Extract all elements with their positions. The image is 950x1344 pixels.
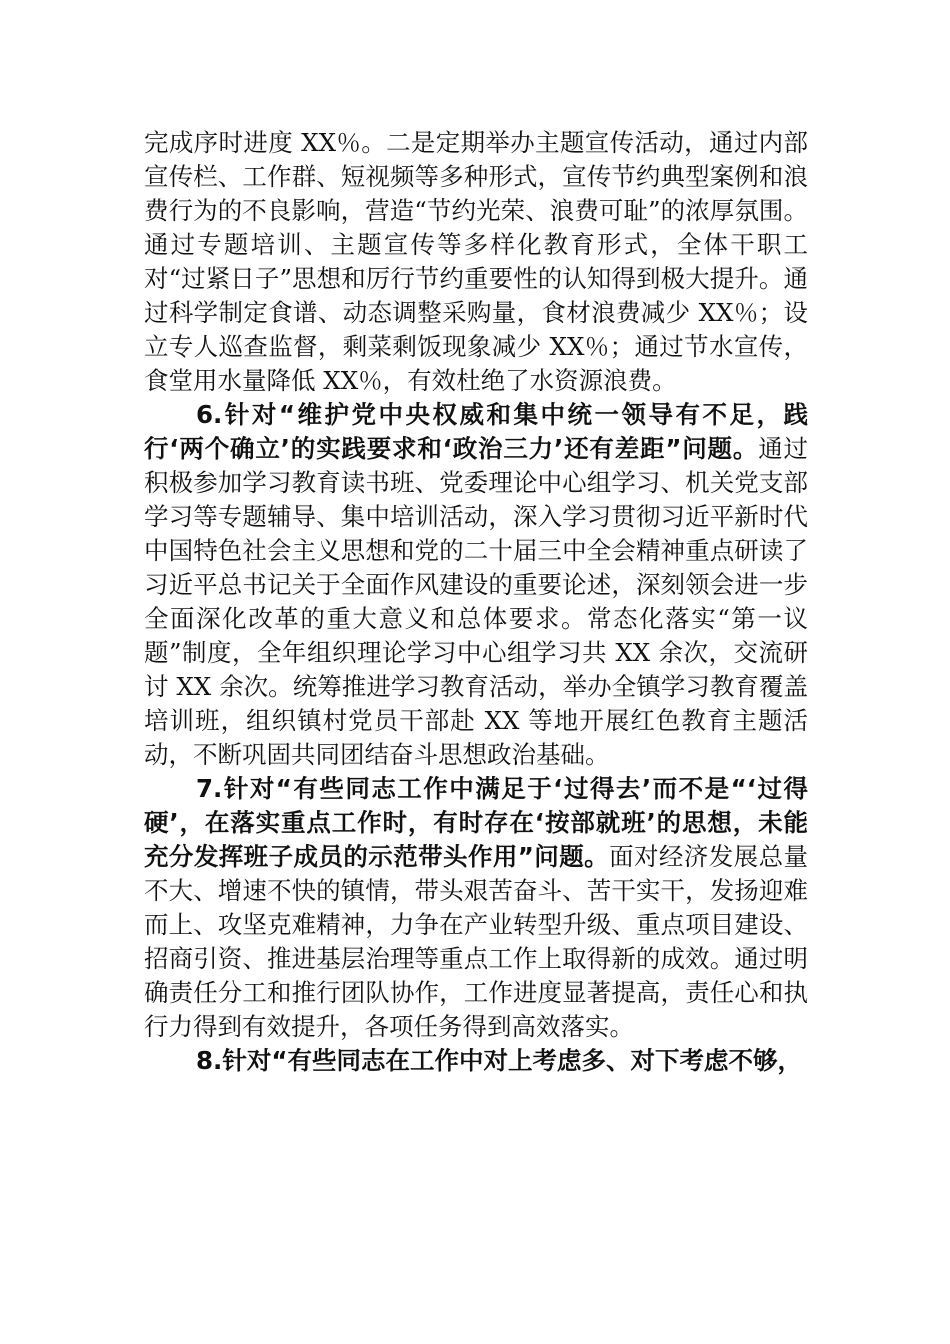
paragraph-item-8 bbox=[144, 1044, 808, 1078]
paragraph-heading: 6.针对“维护党中央权威和集中统一领导有不足，践行‘两个确立’的实践要求和‘政治三力’还有差距”问题。 bbox=[144, 400, 808, 463]
paragraph-item-6 bbox=[144, 398, 808, 772]
paragraph-heading: 7.针对“有些同志工作中满足于‘过得去’而不是“‘过得硬’，在落实重点工作时，有时存在‘按部就班’的思想，未能充分发挥班子成员的示范带头作用”问题。 bbox=[144, 774, 808, 871]
paragraph-body: 完成序时进度 XX％。二是定期举办主题宣传活动，通过内部宣传栏、工作群、短视频等多种形式，宣传节约典型案例和浪费行为的不良影响，营造“节约光荣、浪费可耻”的浓厚氛围。通过专题培训、主题宣传等多样化教育形式，全体干职工对“过紧日子”思想和厉行节约重要性的认知得到极大提升。通过科学制定食谱、动态调整采购量，食材浪费减少 XX％；设立专人巡查监督，剩菜剩饭现象减少 XX％；通过节水宣传，食堂用水量降低 XX％，有效杜绝了水资源浪费。 bbox=[144, 128, 808, 395]
paragraph-body: 通过积极参加学习教育读书班、党委理论中心组学习、机关党支部学习等专题辅导、集中培训活动，深入学习贯彻习近平新时代中国特色社会主义思想和党的二十届三中全会精神重点研读了习近平总书记关于全面作风建设的重要论述，深刻领会进一步全面深化改革的重大意义和总体要求。常态化落实“第一议题”制度，全年组织理论学习中心组学习共 XX 余次，交流研讨 XX 余次。统筹推进学习教育活动，举办全镇学习教育覆盖培训班，组织镇村党员干部赴 XX 等地开展红色教育主题活动，不断巩固共同团结奋斗思想政治基础。 bbox=[144, 434, 808, 769]
paragraph-body: 面对经济发展总量不大、增速不快的镇情，带头艰苦奋斗、苦干实干，发扬迎难而上、攻坚克难精神，力争在产业转型升级、重点项目建设、招商引资、推进基层治理等重点工作上取得新的成效。通过明确责任分工和推行团队协作，工作进度显著提高，责任心和执行力得到有效提升，各项任务得到高效落实。 bbox=[144, 842, 808, 1041]
document-page bbox=[144, 126, 808, 1078]
paragraph-heading: 8.针对“有些同志在工作中对上考虑多、对下考虑不够， bbox=[196, 1046, 802, 1075]
paragraph-continuation bbox=[144, 126, 808, 398]
paragraph-item-7 bbox=[144, 772, 808, 1044]
